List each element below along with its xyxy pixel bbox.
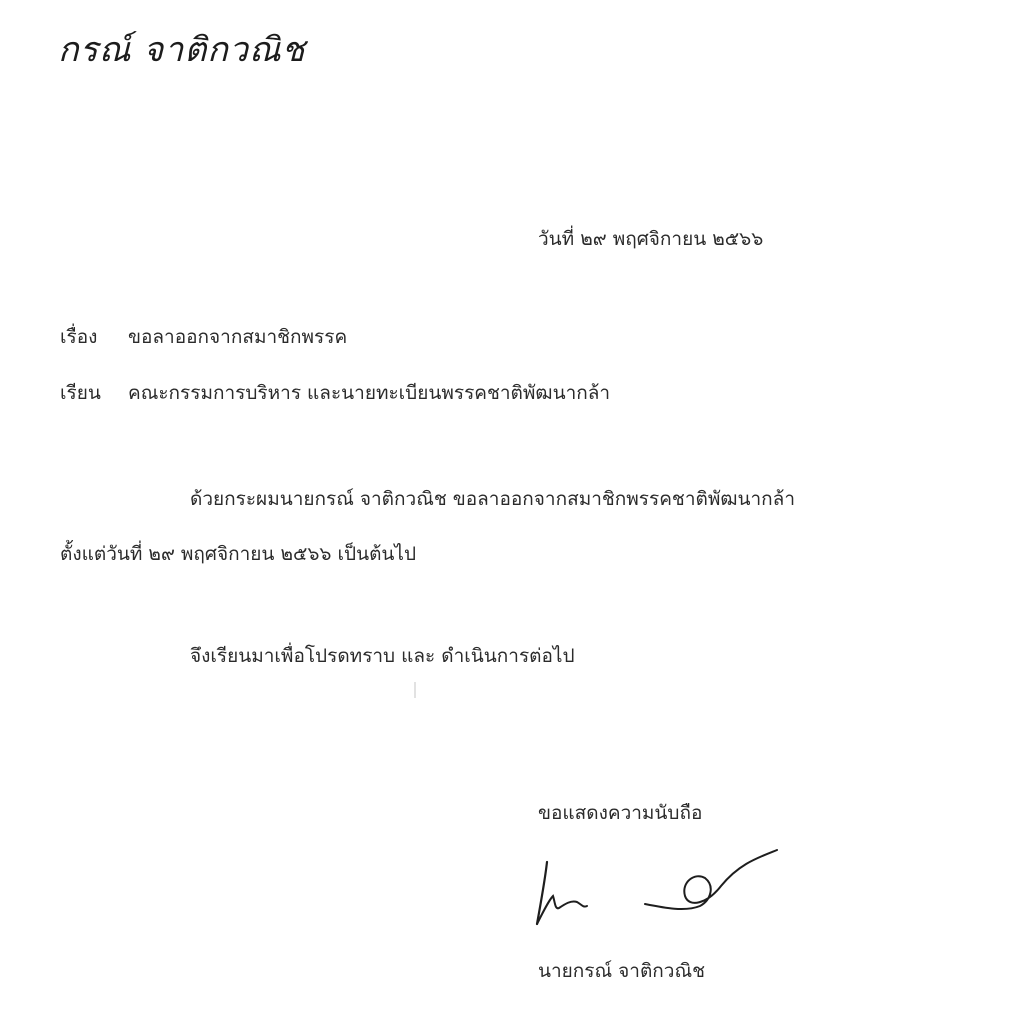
body-paragraph-line-2: ตั้งแต่วันที่ ๒๙ พฤศจิกายน ๒๕๖๖ เป็นต้นไป	[60, 543, 417, 565]
closing-line: จึงเรียนมาเพื่อโปรดทราบ และ ดำเนินการต่อไป	[190, 645, 575, 667]
signer-name: นายกรณ์ จาติกวณิช	[538, 960, 706, 982]
subject-value: ขอลาออกจากสมาชิกพรรค	[128, 326, 348, 348]
recipient-label: เรียน	[60, 382, 101, 404]
body-paragraph-line-1: ด้วยกระผมนายกรณ์ จาติกวณิช ขอลาออกจากสมาชิกพรรคชาติพัฒนากล้า	[190, 488, 795, 510]
letterhead-name: กรณ์ จาติกวณิช	[58, 30, 306, 70]
scan-mark	[414, 682, 416, 698]
recipient-value: คณะกรรมการบริหาร และนายทะเบียนพรรคชาติพัฒนากล้า	[128, 382, 611, 404]
subject-label: เรื่อง	[60, 326, 98, 348]
handwritten-signature	[525, 842, 785, 937]
date-line: วันที่ ๒๙ พฤศจิกายน ๒๕๖๖	[538, 228, 764, 250]
regards-line: ขอแสดงความนับถือ	[538, 802, 703, 824]
